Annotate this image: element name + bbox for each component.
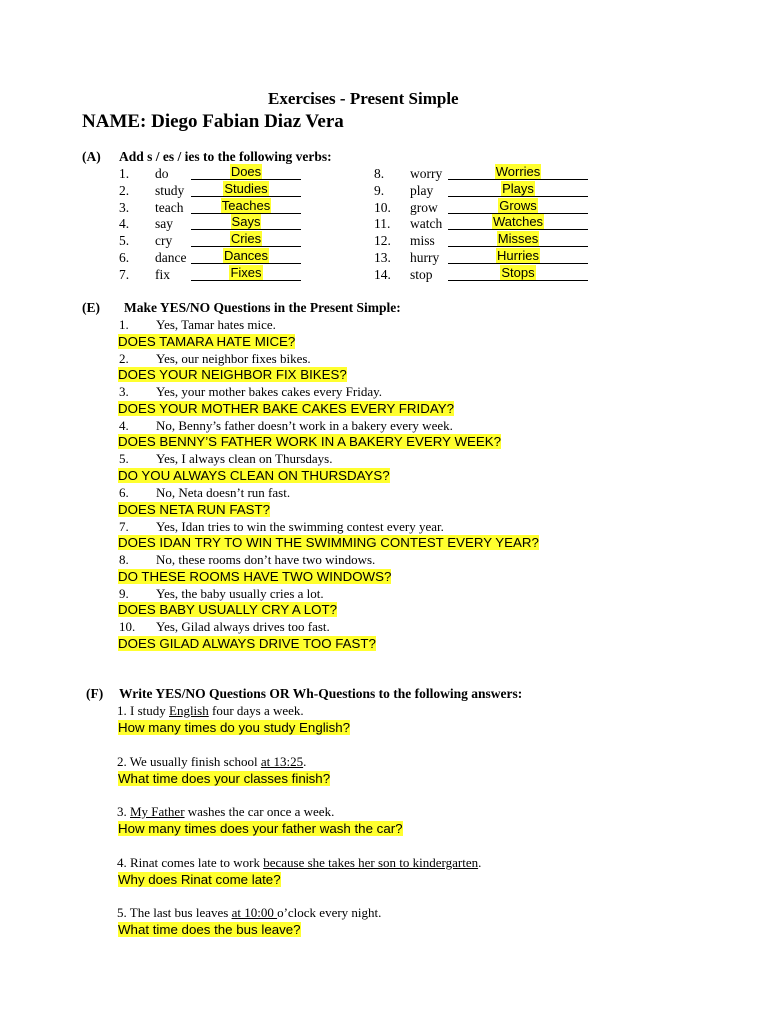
verb-row (0, 199, 768, 216)
sentence-end: washes the car once a week. (184, 804, 335, 820)
answer-blank (448, 182, 588, 197)
verb-label: cry (155, 233, 173, 249)
sentence-end: o’clock every night. (277, 905, 382, 921)
prompt-text: No, Benny’s father doesn’t work in a bakery every week. (156, 417, 453, 433)
question-prompt (0, 619, 768, 635)
verb-label: do (155, 166, 169, 181)
question-prompt (0, 485, 768, 501)
verb-label: stop (410, 266, 433, 282)
question-answer (118, 502, 270, 518)
item-number: 10. (374, 199, 391, 215)
sentence-underlined: English (169, 703, 209, 718)
verb-answer: Does (230, 164, 262, 179)
verb-answer: Dances (223, 248, 269, 263)
question-answer (118, 535, 539, 551)
item-number: 2. (119, 182, 130, 198)
item-number: 11. (374, 216, 391, 232)
prompt-text: Yes, the baby usually cries a lot. (156, 585, 324, 601)
item-number: 5. (119, 233, 130, 249)
verb-label: dance (155, 250, 187, 265)
answer-text: DOES NETA RUN FAST? (118, 501, 270, 517)
verb-row (0, 182, 768, 199)
verb-label: miss (410, 233, 435, 249)
answer-text: DOES YOUR MOTHER BAKE CAKES EVERY FRIDAY? (118, 400, 454, 416)
prompt-text: Yes, Gilad always drives too fast. (156, 619, 330, 635)
question-answer (118, 401, 454, 417)
verb-answer: Fixes (230, 264, 262, 280)
prompt-text: No, Neta doesn’t run fast. (156, 485, 291, 500)
answer-blank (448, 215, 588, 230)
sentence-underlined: because she takes her son to kindergarten (263, 854, 479, 870)
answer-text: DOES YOUR NEIGHBOR FIX BIKES? (118, 367, 347, 383)
answer-text: DOES BENNY’S FATHER WORK IN A BAKERY EVERY WEEK? (118, 434, 502, 450)
question-prompt (0, 519, 768, 535)
written-question (118, 922, 301, 938)
section-a-heading: Add s / es / ies to the following verbs: (119, 149, 332, 164)
verb-label: hurry (410, 250, 440, 265)
answer-blank (448, 249, 588, 264)
prompt-text: No, these rooms don’t have two windows. (156, 552, 376, 568)
prompt-text: Yes, your mother bakes cakes every Friday. (156, 384, 383, 400)
verb-answer: Misses (497, 231, 539, 247)
question-prompt (0, 384, 768, 400)
verb-row (0, 266, 768, 283)
verb-label: worry (410, 166, 443, 181)
verb-label: watch (410, 216, 443, 232)
sentence-start: 3. (117, 804, 130, 820)
prompt-text: Yes, our neighbor fixes bikes. (156, 350, 311, 366)
item-number: 8. (119, 552, 129, 568)
verb-label: play (410, 182, 434, 198)
verb-answer: Stops (501, 264, 535, 280)
question-answer (118, 569, 391, 585)
question-text: How many times do you study English? (118, 720, 351, 735)
verb-row (0, 165, 768, 182)
student-name: NAME: Diego Fabian Diaz Vera (82, 111, 344, 132)
item-number: 13. (374, 250, 391, 265)
answer-text: DOES IDAN TRY TO WIN THE SWIMMING CONTEST EVERY YEAR? (118, 535, 539, 551)
verb-answer: Grows (499, 197, 537, 213)
answer-text: DO THESE ROOMS HAVE TWO WINDOWS? (118, 568, 392, 584)
question-answer (118, 636, 376, 652)
item-number: 10. (119, 619, 136, 635)
sentence-start: 1. I study (117, 703, 169, 718)
item-number: 14. (374, 266, 391, 282)
question-prompt (0, 418, 768, 434)
item-number: 7. (119, 266, 130, 282)
verb-answer: Teaches (221, 197, 271, 213)
verb-answer: Cries (230, 231, 262, 247)
answer-blank (448, 165, 588, 180)
answer-sentence (117, 703, 304, 719)
verb-row (0, 215, 768, 232)
section-e-label: (E) (82, 300, 100, 315)
item-number: 4. (119, 216, 130, 232)
answer-blank (448, 266, 588, 281)
answer-text: DO YOU ALWAYS CLEAN ON THURSDAYS? (118, 467, 390, 483)
sentence-end: four days a week. (208, 703, 304, 718)
answer-sentence (117, 754, 306, 770)
question-prompt (0, 586, 768, 602)
sentence-start: 5. The last bus leaves (117, 905, 232, 921)
verb-answer: Plays (502, 180, 534, 196)
section-f-heading: Write YES/NO Questions OR Wh-Questions to the following answers: (119, 686, 523, 701)
verb-answer: Hurries (497, 248, 539, 263)
question-answer (118, 434, 501, 450)
verb-label: grow (410, 199, 438, 215)
answer-sentence (117, 804, 334, 820)
verb-label: teach (155, 199, 184, 215)
question-prompt (0, 451, 768, 467)
verb-answer: Studies (224, 180, 268, 196)
question-text: What time does the bus leave? (118, 922, 301, 938)
written-question (118, 771, 330, 787)
item-number: 6. (119, 250, 130, 265)
answer-text: DOES GILAD ALWAYS DRIVE TOO FAST? (118, 635, 376, 651)
sentence-end: . (478, 854, 482, 870)
verb-label: fix (155, 266, 170, 282)
sentence-underlined: at 13:25 (260, 753, 304, 769)
section-f-label: (F) (86, 686, 104, 701)
question-text: How many times does your father wash the car? (118, 821, 403, 837)
question-answer (118, 602, 337, 618)
question-text: What time does your classes finish? (118, 770, 331, 786)
item-number: 2. (119, 350, 129, 366)
item-number: 1. (119, 166, 130, 181)
written-question (118, 821, 403, 837)
question-answer (118, 367, 347, 383)
item-number: 12. (374, 233, 391, 249)
item-number: 8. (374, 166, 385, 181)
answer-sentence (117, 905, 381, 921)
answer-text: DOES TAMARA HATE MICE? (118, 333, 296, 349)
verb-answer: Watches (492, 214, 544, 230)
item-number: 3. (119, 384, 129, 400)
written-question (118, 720, 350, 736)
item-number: 5. (119, 451, 129, 467)
answer-blank (448, 232, 588, 247)
question-prompt (0, 351, 768, 367)
verb-row (0, 249, 768, 266)
sentence-start: 4. Rinat comes late to work (117, 854, 264, 870)
prompt-text: Yes, Idan tries to win the swimming contest every year. (156, 518, 444, 534)
answer-sentence (117, 855, 481, 871)
question-answer (118, 334, 295, 350)
verb-label: say (155, 216, 173, 232)
item-number: 9. (119, 585, 129, 601)
section-a-label: (A) (82, 149, 101, 164)
item-number: 3. (119, 199, 130, 215)
section-e-heading: Make YES/NO Questions in the Present Simple: (124, 300, 401, 315)
sentence-end: . (303, 753, 307, 769)
question-answer (118, 468, 390, 484)
prompt-text: Yes, Tamar hates mice. (156, 317, 276, 332)
written-question (118, 872, 281, 888)
item-number: 6. (119, 485, 129, 500)
verb-row (0, 232, 768, 249)
sentence-start: 2. We usually finish school (117, 753, 261, 769)
sentence-underlined: My Father (130, 804, 185, 820)
verb-answer: Worries (495, 164, 541, 179)
item-number: 4. (119, 417, 129, 433)
answer-text: DOES BABY USUALLY CRY A LOT? (118, 602, 338, 618)
item-number: 1. (119, 317, 129, 332)
sentence-underlined: at 10:00 (231, 905, 278, 921)
question-prompt (0, 552, 768, 568)
item-number: 7. (119, 518, 129, 534)
item-number: 9. (374, 182, 385, 198)
answer-blank (448, 199, 588, 214)
verb-answer: Says (231, 214, 261, 230)
prompt-text: Yes, I always clean on Thursdays. (156, 451, 333, 467)
question-prompt (0, 317, 768, 333)
question-text: Why does Rinat come late? (118, 871, 281, 887)
page-title: Exercises - Present Simple (268, 89, 459, 108)
verb-label: study (155, 182, 185, 198)
